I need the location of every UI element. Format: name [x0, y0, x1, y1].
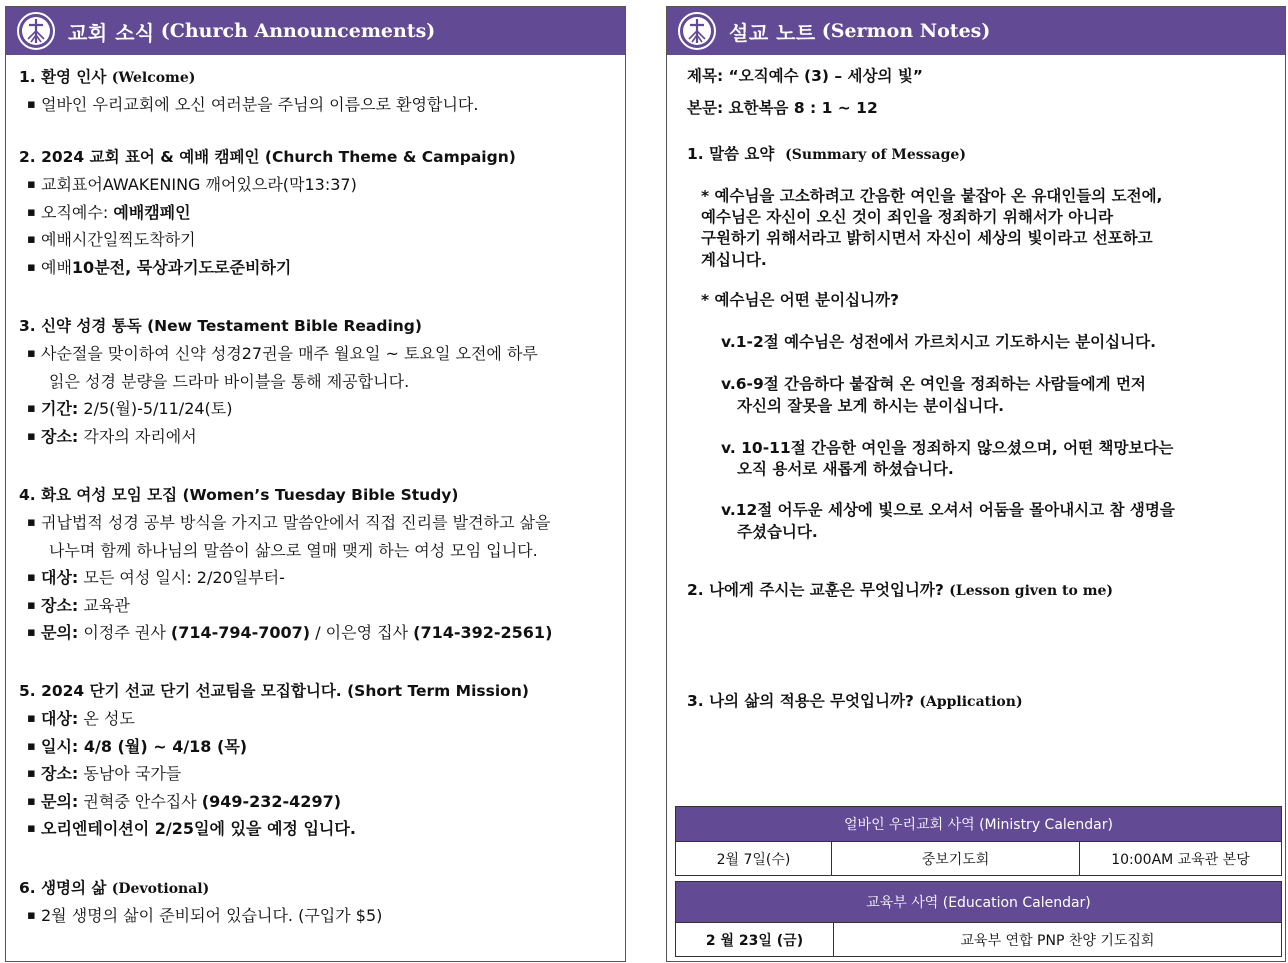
list-item [19, 423, 621, 451]
sermon-notes-panel [666, 6, 1286, 962]
list-item-value: 각자의 자리에서 [83, 426, 197, 446]
contact-name: / 이은영 집사 [315, 623, 409, 642]
announcements-header [6, 7, 625, 55]
list-item: ▪ 오리엔테이션이 2/25일에 있을 예정 입니다. [19, 815, 621, 843]
section-short-term-mission [19, 677, 621, 843]
list-item-label: 문의: [41, 623, 79, 642]
list-item [19, 254, 621, 282]
contact-phone: (949-232-4297) [201, 791, 342, 811]
list-item [19, 619, 621, 647]
table-row [676, 922, 1281, 956]
verse-line: 주셨습니다. [737, 523, 818, 541]
lesson-title: 2. 나에게 주시는 교훈은 무엇입니까? [687, 581, 944, 599]
list-item-label: 기간: [41, 399, 79, 418]
contact-phone: (714-794-7007) [170, 623, 311, 642]
list-item: ▪ 2월 생명의 삶이 준비되어 있습니다. (구입가 $5) [19, 902, 621, 930]
ministry-calendar-head: 얼바인 우리교회 사역 (Ministry Calendar) [676, 807, 1281, 841]
question-line: * 예수님은 어떤 분이십니까? [701, 291, 899, 309]
list-item [19, 395, 621, 423]
list-item-value: 예배캠페인 [113, 202, 191, 222]
list-item [19, 705, 621, 733]
announcements-panel [5, 6, 626, 962]
section-theme [19, 143, 621, 281]
list-item-label: 오직예수: [41, 202, 109, 222]
list-item-label: 문의: [41, 791, 79, 811]
tree-cross-logo-icon [677, 11, 717, 51]
list-item-value: 모든 여성 일시: 2/20일부터- [83, 568, 285, 587]
sermon-title: 설교 노트 [729, 20, 816, 45]
education-calendar-head: 교육부 사역 (Education Calendar) [676, 882, 1281, 922]
calendar-date: 2월 7일(수) [676, 842, 832, 875]
list-item [19, 199, 621, 227]
list-item-value: 동남아 국가들 [83, 764, 182, 783]
section-title-en: (Welcome) [111, 70, 196, 86]
list-item-continuation: 나누며 함께 하나님의 말씀이 삶으로 열매 맺게 하는 여성 모임 입니다. [49, 540, 538, 560]
summary-title-en: (Summary of Message) [785, 147, 966, 163]
list-item-value: 10분전, 묵상과기도로준비하기 [71, 257, 292, 277]
list-item-continuation: 읽은 성경 분량을 드라마 바이블을 통해 제공합니다. [49, 371, 410, 391]
announcements-title: 교회 소식 [68, 20, 155, 45]
summary-line: * 예수님을 고소하려고 간음한 여인을 붙잡아 온 유대인들의 도전에, [701, 187, 1163, 205]
verse-line: v.12절 어두운 세상에 빛으로 오셔서 어둠을 몰아내시고 참 생명을 [721, 501, 1175, 519]
list-item-label: 대상: [41, 568, 79, 587]
calendar-event: 중보기도회 [832, 842, 1080, 875]
announcements-title-en: (Church Announcements) [160, 20, 436, 42]
summary-line: 구원하기 위해서라고 밝히시면서 자신이 세상의 빛이라고 선포하고 [701, 229, 1153, 247]
section-title: 5. 2024 단기 선교 단기 선교팀을 모집합니다. (Short Term Mission) [19, 682, 529, 700]
contact-name: 이정주 권사 [83, 623, 166, 642]
list-item [19, 760, 621, 788]
education-calendar [675, 881, 1282, 957]
application-title-en: (Application) [919, 694, 1023, 710]
list-item-label: 장소: [41, 764, 79, 783]
section-womens-study [19, 481, 621, 647]
summary-line: 예수님은 자신이 오신 것이 죄인을 정죄하기 위해서가 아니라 [701, 208, 1114, 226]
section-title: 1. 환영 인사 [19, 68, 107, 86]
list-item-label: 대상: [41, 709, 79, 728]
sermon-title-en: (Sermon Notes) [821, 20, 991, 42]
verse-line: 오직 용서로 새롭게 하셨습니다. [737, 460, 954, 478]
list-item-label: 예배 [41, 257, 72, 277]
application-heading [687, 690, 1275, 713]
list-item-value: 온 성도 [83, 709, 135, 728]
contact-phone: (714-392-2561) [413, 623, 553, 642]
section-title-en: (Devotional) [111, 881, 210, 897]
tree-cross-logo-icon [16, 11, 56, 51]
list-item-value: 교육관 [83, 595, 130, 615]
calendar-event: 교육부 연합 PNP 찬양 기도집회 [960, 932, 1155, 949]
section-welcome [19, 63, 621, 119]
sermon-scripture: 본문: 요한복음 8 : 1 ~ 12 [687, 99, 878, 117]
verse-line: v.1-2절 예수님은 성전에서 가르치시고 기도하시는 분이십니다. [721, 333, 1156, 351]
section-title: 2. 2024 교회 표어 & 예배 캠페인 (Church Theme & Campaign) [19, 148, 516, 166]
section-bible-reading [19, 312, 621, 450]
list-item-label: 장소: [41, 426, 79, 446]
list-item-label: 장소: [41, 595, 79, 615]
list-item: ▪ 얼바인 우리교회에 오신 여러분을 주님의 이름으로 환영합니다. [19, 91, 621, 119]
summary-heading [687, 143, 1275, 166]
summary-line: 계십니다. [701, 251, 767, 269]
verse-line: 자신의 잘못을 보게 하시는 분이십니다. [737, 397, 1005, 415]
list-item-value: 2/5(월)-5/11/24(토) [83, 399, 233, 418]
section-title: 3. 신약 성경 통독 (New Testament Bible Reading) [19, 317, 422, 335]
verse-line: v.6-9절 간음하다 붙잡혀 온 여인을 정죄하는 사람들에게 먼저 [721, 375, 1146, 393]
section-title: 4. 화요 여성 모임 모집 (Women’s Tuesday Bible Study) [19, 486, 459, 504]
list-item: ▪ 일시: 4/8 (월) ~ 4/18 (목) [19, 733, 621, 761]
sermon-header [667, 7, 1285, 55]
application-title: 3. 나의 삶의 적용은 무엇입니까? [687, 692, 914, 710]
list-item [19, 592, 621, 620]
calendar-time-place: 10:00AM 교육관 본당 [1111, 851, 1250, 868]
summary-title: 1. 말씀 요약 [687, 145, 775, 163]
list-item: ▪ 예배시간일찍도착하기 [19, 226, 621, 254]
list-item [19, 564, 621, 592]
list-item: ▪ 사순절을 맞이하여 신약 성경27권을 매주 월요일 ~ 토요일 오전에 하루 [19, 340, 621, 368]
list-item [19, 788, 621, 816]
section-title: 6. 생명의 삶 [19, 879, 107, 897]
ministry-calendar [675, 806, 1282, 876]
list-item: ▪ 귀납법적 성경 공부 방식을 가지고 말씀안에서 직접 진리를 발견하고 삶을 [19, 509, 621, 537]
sermon-subject: 제목: “오직예수 (3) – 세상의 빛” [687, 67, 923, 85]
list-item: ▪ 교회표어AWAKENING 깨어있으라(막13:37) [19, 171, 621, 199]
section-devotional [19, 874, 621, 930]
verse-line: v. 10-11절 간음한 여인을 정죄하지 않으셨으며, 어떤 책망보다는 [721, 439, 1174, 457]
lesson-heading [687, 579, 1275, 602]
calendar-date: 2 월 23일 (금) [676, 923, 834, 956]
lesson-title-en: (Lesson given to me) [949, 583, 1114, 599]
contact-name: 권혁중 안수집사 [83, 791, 197, 811]
table-row [676, 841, 1281, 875]
